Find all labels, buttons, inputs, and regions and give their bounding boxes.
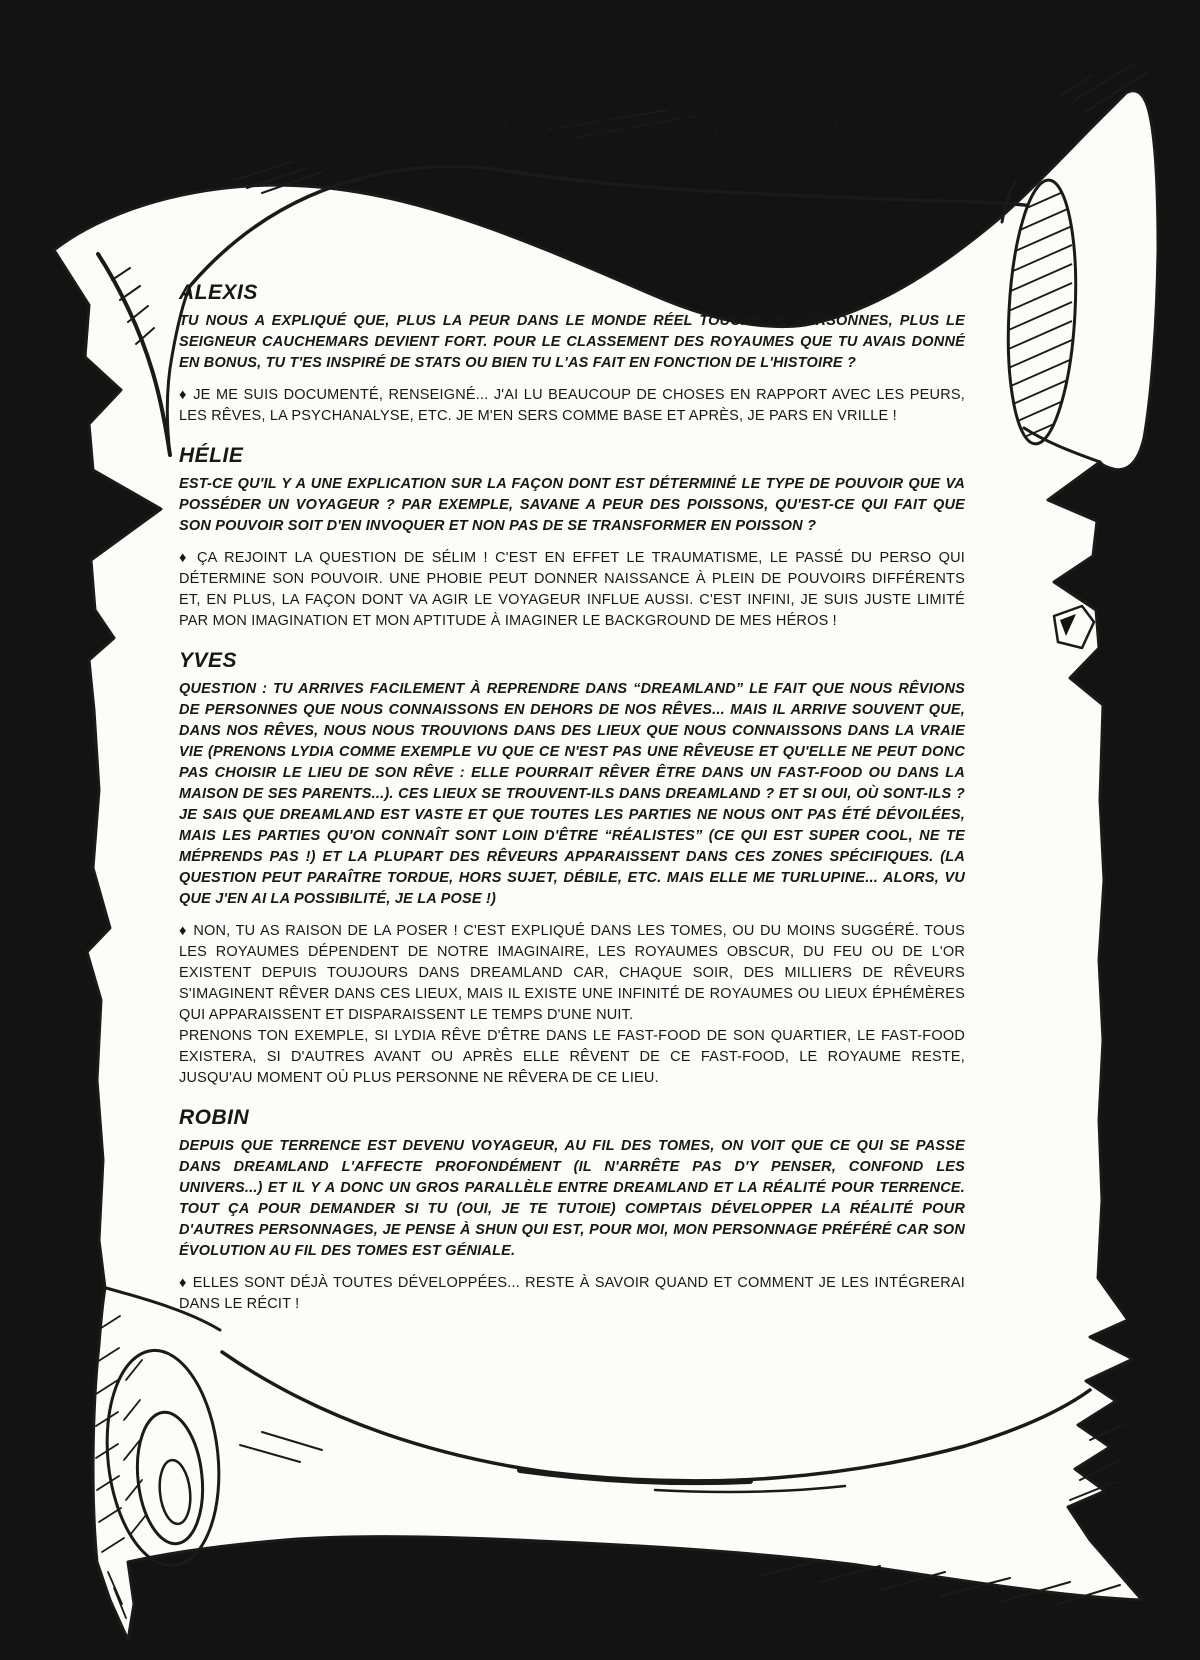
page-title: L'INTERVIEW DES LECTEURS [481, 101, 973, 152]
interview-content [179, 281, 965, 1326]
section-yves [179, 649, 965, 1089]
reader-name-robin: ROBIN [179, 1106, 250, 1129]
reader-question-alexis: TU NOUS A EXPLIQUÉ QUE, PLUS LA PEUR DANS LE MONDE RÉEL TOUCHE DE PERSONNES, PLUS LE SEIGNEUR CAUCHEMARS DEVIENT FORT. POUR LE CLASSEMENT DES ROYAUMES QUE TU AVAIS DONNÉ EN BONUS, TU T'ES INSPIRÉ DE STATS OU BIEN TU L'AS FAIT EN FONCTION DE L'HISTOIRE ? [179, 313, 965, 371]
reader-name-yves: YVES [179, 649, 238, 672]
section-helie [179, 444, 965, 632]
author-answer-helie: ♦ ÇA REJOINT LA QUESTION DE SÉLIM ! C'EST EN EFFET LE TRAUMATISME, LE PASSÉ DU PERSO QUI DÉTERMINE SON POUVOIR. UNE PHOBIE PEUT DONNER NAISSANCE À PLEIN DE POUVOIRS DIFFÉRENTS ET, EN PLUS, LA FAÇON DONT VA AGIR LE VOYAGEUR INFLUE AUSSI. C'EST INFINI, JE SUIS JUSTE LIMITÉ PAR MON IMAGINATION ET MON APTITUDE À IMAGINER LE BACKGROUND DE MES HÉROS ! [179, 550, 965, 629]
reader-name-helie: HÉLIE [179, 444, 244, 467]
author-answer-yves-continued: PRENONS TON EXEMPLE, SI LYDIA RÊVE D'ÊTRE DANS LE FAST-FOOD DE SON QUARTIER, LE FAST-FOOD EXISTERA, SI D'AUTRES AVANT OU APRÈS ELLE RÊVENT DE CE FAST-FOOD, LE ROYAUME RESTE, JUSQU'AU MOMENT OÙ PLUS PERSONNE NE RÊVERA DE CE LIEU. [179, 1028, 965, 1086]
section-alexis [179, 281, 965, 427]
reader-question-yves: QUESTION : TU ARRIVES FACILEMENT À REPRENDRE DANS “DREAMLAND” LE FAIT QUE NOUS RÊVIONS DE PERSONNES QUE NOUS CONNAISSONS EN DEHORS DE NOS RÊVES... MAIS IL ARRIVE SOUVENT QUE, DANS NOS RÊVES, NOUS NOUS TROUVIONS DANS DES LIEUX QUE NOUS CONNAISSONS DANS LA VRAIE VIE (PRENONS LYDIA COMME EXEMPLE VU QUE CE N'EST PAS UNE RÊVEUSE ET QU'ELLE NE PEUT DONC PAS CHOISIR LE LIEU DE SON RÊVE : ELLE POURRAIT RÊVER ÊTRE DANS UN FAST-FOOD OU DANS LA MAISON DE SES PARENTS...). CES LIEUX SE TROUVENT-ILS DANS DREAMLAND ? ET SI OUI, OÙ SONT-ILS ? JE SAIS QUE DREAMLAND EST VASTE ET QUE TOUTES LES PARTIES NE NOUS ONT PAS ÉTÉ DÉVOILÉES, MAIS LES PARTIES QU'ON CONNAÎT SONT LOIN D'ÊTRE “RÉALISTES” (CE QUI EST SUPER COOL, NE TE MÉPRENDS PAS !) ET LA PLUPART DES RÊVEURS APPARAISSENT DANS CES ZONES SPÉCIFIQUES. (LA QUESTION PEUT PARAÎTRE TORDUE, HORS SUJET, DÉBILE, ETC. MAIS ELLE ME TURLUPINE... ALORS, VU QUE J'EN AI LA POSSIBILITÉ, JE LA POSE !) [179, 681, 965, 907]
author-answer-alexis: ♦ JE ME SUIS DOCUMENTÉ, RENSEIGNÉ... J'AI LU BEAUCOUP DE CHOSES EN RAPPORT AVEC LES PEURS, LES RÊVES, LA PSYCHANALYSE, ETC. JE M'EN SERS COMME BASE ET APRÈS, JE PARS EN VRILLE ! [179, 387, 965, 424]
author-answer-robin: ♦ ELLES SONT DÉJÀ TOUTES DÉVELOPPÉES... RESTE À SAVOIR QUAND ET COMMENT JE LES INTÉGRERAI DANS LE RÉCIT ! [179, 1275, 965, 1312]
reader-name-alexis: ALEXIS [179, 281, 258, 304]
reader-question-helie: EST-CE QU'IL Y A UNE EXPLICATION SUR LA FAÇON DONT EST DÉTERMINÉ LE TYPE DE POUVOIR QUE VA POSSÉDER UN VOYAGEUR ? PAR EXEMPLE, SAVANE A PEUR DES POISSONS, QU'EST-CE QUI FAIT QUE SON POUVOIR SOIT D'EN INVOQUER ET NON PAS DE SE TRANSFORMER EN POISSON ? [179, 476, 965, 534]
reader-question-robin: DEPUIS QUE TERRENCE EST DEVENU VOYAGEUR, AU FIL DES TOMES, ON VOIT QUE CE QUI SE PASSE DANS DREAMLAND L'AFFECTE PROFONDÉMENT (IL N'ARRÊTE PAS D'Y PENSER, CONFOND LES UNIVERS...) ET IL Y A DONC UN GROS PARALLÈLE ENTRE DREAMLAND ET LA RÉALITÉ POUR TERRENCE. TOUT ÇA POUR DEMANDER SI TU (OUI, JE TE TUTOIE) COMPTAIS DÉVELOPPER LA RÉALITÉ POUR D'AUTRES PERSONNAGES, JE PENSE À SHUN QUI EST, POUR MOI, MON PERSONNAGE PRÉFÉRÉ CAR SON ÉVOLUTION AU FIL DES TOMES EST GÉNIALE. [179, 1138, 965, 1259]
section-robin [179, 1106, 965, 1315]
author-answer-yves: ♦ NON, TU AS RAISON DE LA POSER ! C'EST EXPLIQUÉ DANS LES TOMES, OU DU MOINS SUGGÉRÉ. TOUS LES ROYAUMES DÉPENDENT DE NOTRE IMAGINAIRE, LES ROYAUMES OBSCUR, DU FEU OU DE L'OR EXISTENT DEPUIS TOUJOURS DANS DREAMLAND CAR, CHAQUE SOIR, DES MILLIERS DE RÊVEURS S'IMAGINENT RÊVER DANS CES LIEUX, MAIS IL EXISTE UNE INFINITÉ DE ROYAUMES OU LIEUX ÉPHÉMÈRES QUI APPARAISSENT ET DISPARAISSENT LE TEMPS D'UNE NUIT. [179, 923, 965, 1023]
